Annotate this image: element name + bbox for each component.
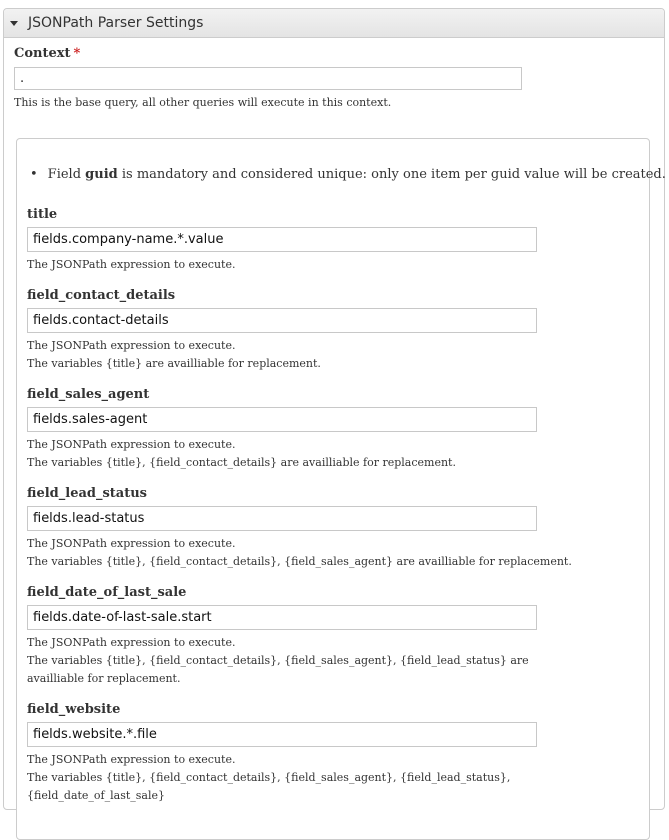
field-description: The JSONPath expression to execute. The variables {title}, {field_contact_details} are availliable for replacement. [27,438,456,469]
context-description: This is the base query, all other queries will execute in this context. [14,96,392,109]
website-input[interactable] [27,722,537,747]
fieldset-legend-toggle[interactable] [4,9,664,38]
title-input[interactable] [27,227,537,252]
context-input[interactable] [14,67,522,90]
field-title [27,207,627,274]
lead-status-input[interactable] [27,506,537,531]
field-description: The JSONPath expression to execute. The variables {title}, {field_contact_details}, {field_sales_agent}, {field_lead_status} are availliable for replacement. [27,636,529,685]
field-label: field_date_of_last_sale [27,585,187,600]
field-label: field_website [27,702,121,717]
field-description: The JSONPath expression to execute. The variables {title} are availliable for replacement. [27,339,321,370]
field-description: The JSONPath expression to execute. The variables {title}, {field_contact_details}, {field_sales_agent} are availliable for replacement. [27,537,572,568]
field-label: field_sales_agent [27,387,150,402]
field-contact-details [27,288,627,373]
collapse-caret-icon[interactable] [10,21,18,26]
field-website [27,702,627,805]
field-label: title [27,207,58,222]
field-date-of-last-sale [27,585,627,688]
field-label: field_contact_details [27,288,176,303]
date-of-last-sale-input[interactable] [27,605,537,630]
context-label: Context * [14,46,81,61]
bullet-icon: • [30,167,38,182]
field-description: The JSONPath expression to execute. [27,258,236,271]
field-description: The JSONPath expression to execute. The variables {title}, {field_contact_details}, {field_sales_agent}, {field_lead_status}, {field_date_of_last_sale} [27,753,511,802]
sales-agent-input[interactable] [27,407,537,432]
contact-details-input[interactable] [27,308,537,333]
guid-field-name: guid [85,167,118,182]
field-lead-status [27,486,627,571]
required-asterisk: * [73,46,81,61]
guid-notice: • Field guid is mandatory and considered unique: only one item per guid value will be created. [30,167,666,182]
field-label: field_lead_status [27,486,147,501]
field-sales-agent [27,387,627,472]
fieldset-legend-title[interactable]: JSONPath Parser Settings [28,15,204,31]
